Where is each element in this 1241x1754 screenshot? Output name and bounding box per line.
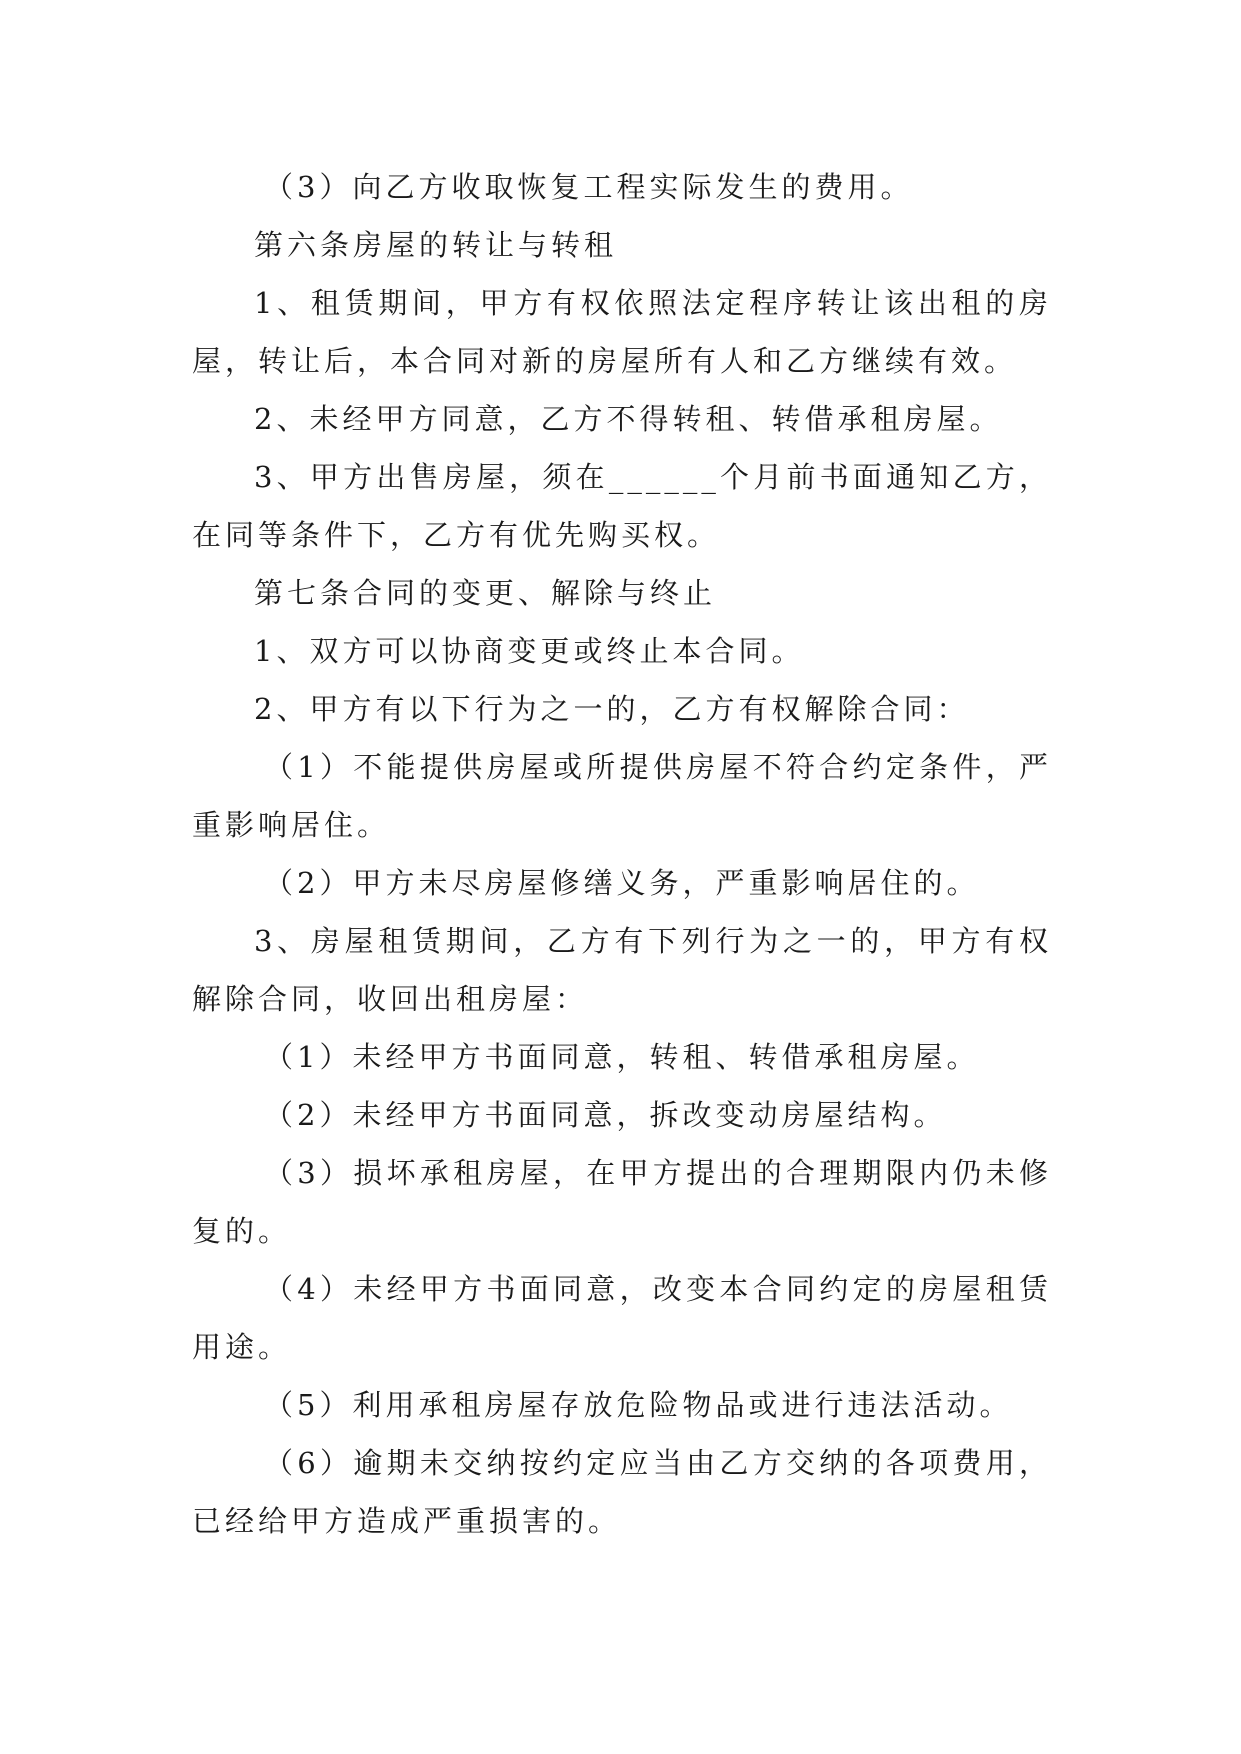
- paragraph: 3、甲方出售房屋，须在______个月前书面通知乙方，在同等条件下，乙方有优先购买权。: [192, 460, 1052, 552]
- paragraph: （6）逾期未交纳按约定应当由乙方交纳的各项费用，已经给甲方造成严重损害的。: [192, 1446, 1052, 1538]
- paragraph: 2、未经甲方同意，乙方不得转租、转借承租房屋。: [254, 402, 1003, 436]
- paragraph: （5）利用承租房屋存放危险物品或进行违法活动。: [264, 1388, 1013, 1422]
- paragraph: （3）损坏承租房屋，在甲方提出的合理期限内仍未修复的。: [192, 1156, 1052, 1248]
- paragraph: （2）甲方未尽房屋修缮义务，严重影响居住的。: [264, 866, 980, 900]
- paragraph: （1）不能提供房屋或所提供房屋不符合约定条件，严重影响居住。: [192, 750, 1052, 842]
- section-heading: 第六条房屋的转让与转租: [254, 228, 618, 262]
- paragraph: 1、双方可以协商变更或终止本合同。: [254, 634, 805, 668]
- document-body: [192, 158, 1052, 1550]
- section-heading: 第七条合同的变更、解除与终止: [254, 576, 717, 610]
- paragraph: （2）未经甲方书面同意，拆改变动房屋结构。: [264, 1098, 947, 1132]
- paragraph: （1）未经甲方书面同意，转租、转借承租房屋。: [264, 1040, 980, 1074]
- paragraph: （3）向乙方收取恢复工程实际发生的费用。: [264, 170, 914, 204]
- paragraph: 1、租赁期间，甲方有权依照法定程序转让该出租的房屋，转让后，本合同对新的房屋所有人和乙方继续有效。: [192, 286, 1052, 378]
- paragraph: 2、甲方有以下行为之一的，乙方有权解除合同：: [254, 692, 970, 726]
- paragraph: 3、房屋租赁期间，乙方有下列行为之一的，甲方有权解除合同，收回出租房屋：: [192, 924, 1052, 1016]
- paragraph: （4）未经甲方书面同意，改变本合同约定的房屋租赁用途。: [192, 1272, 1052, 1364]
